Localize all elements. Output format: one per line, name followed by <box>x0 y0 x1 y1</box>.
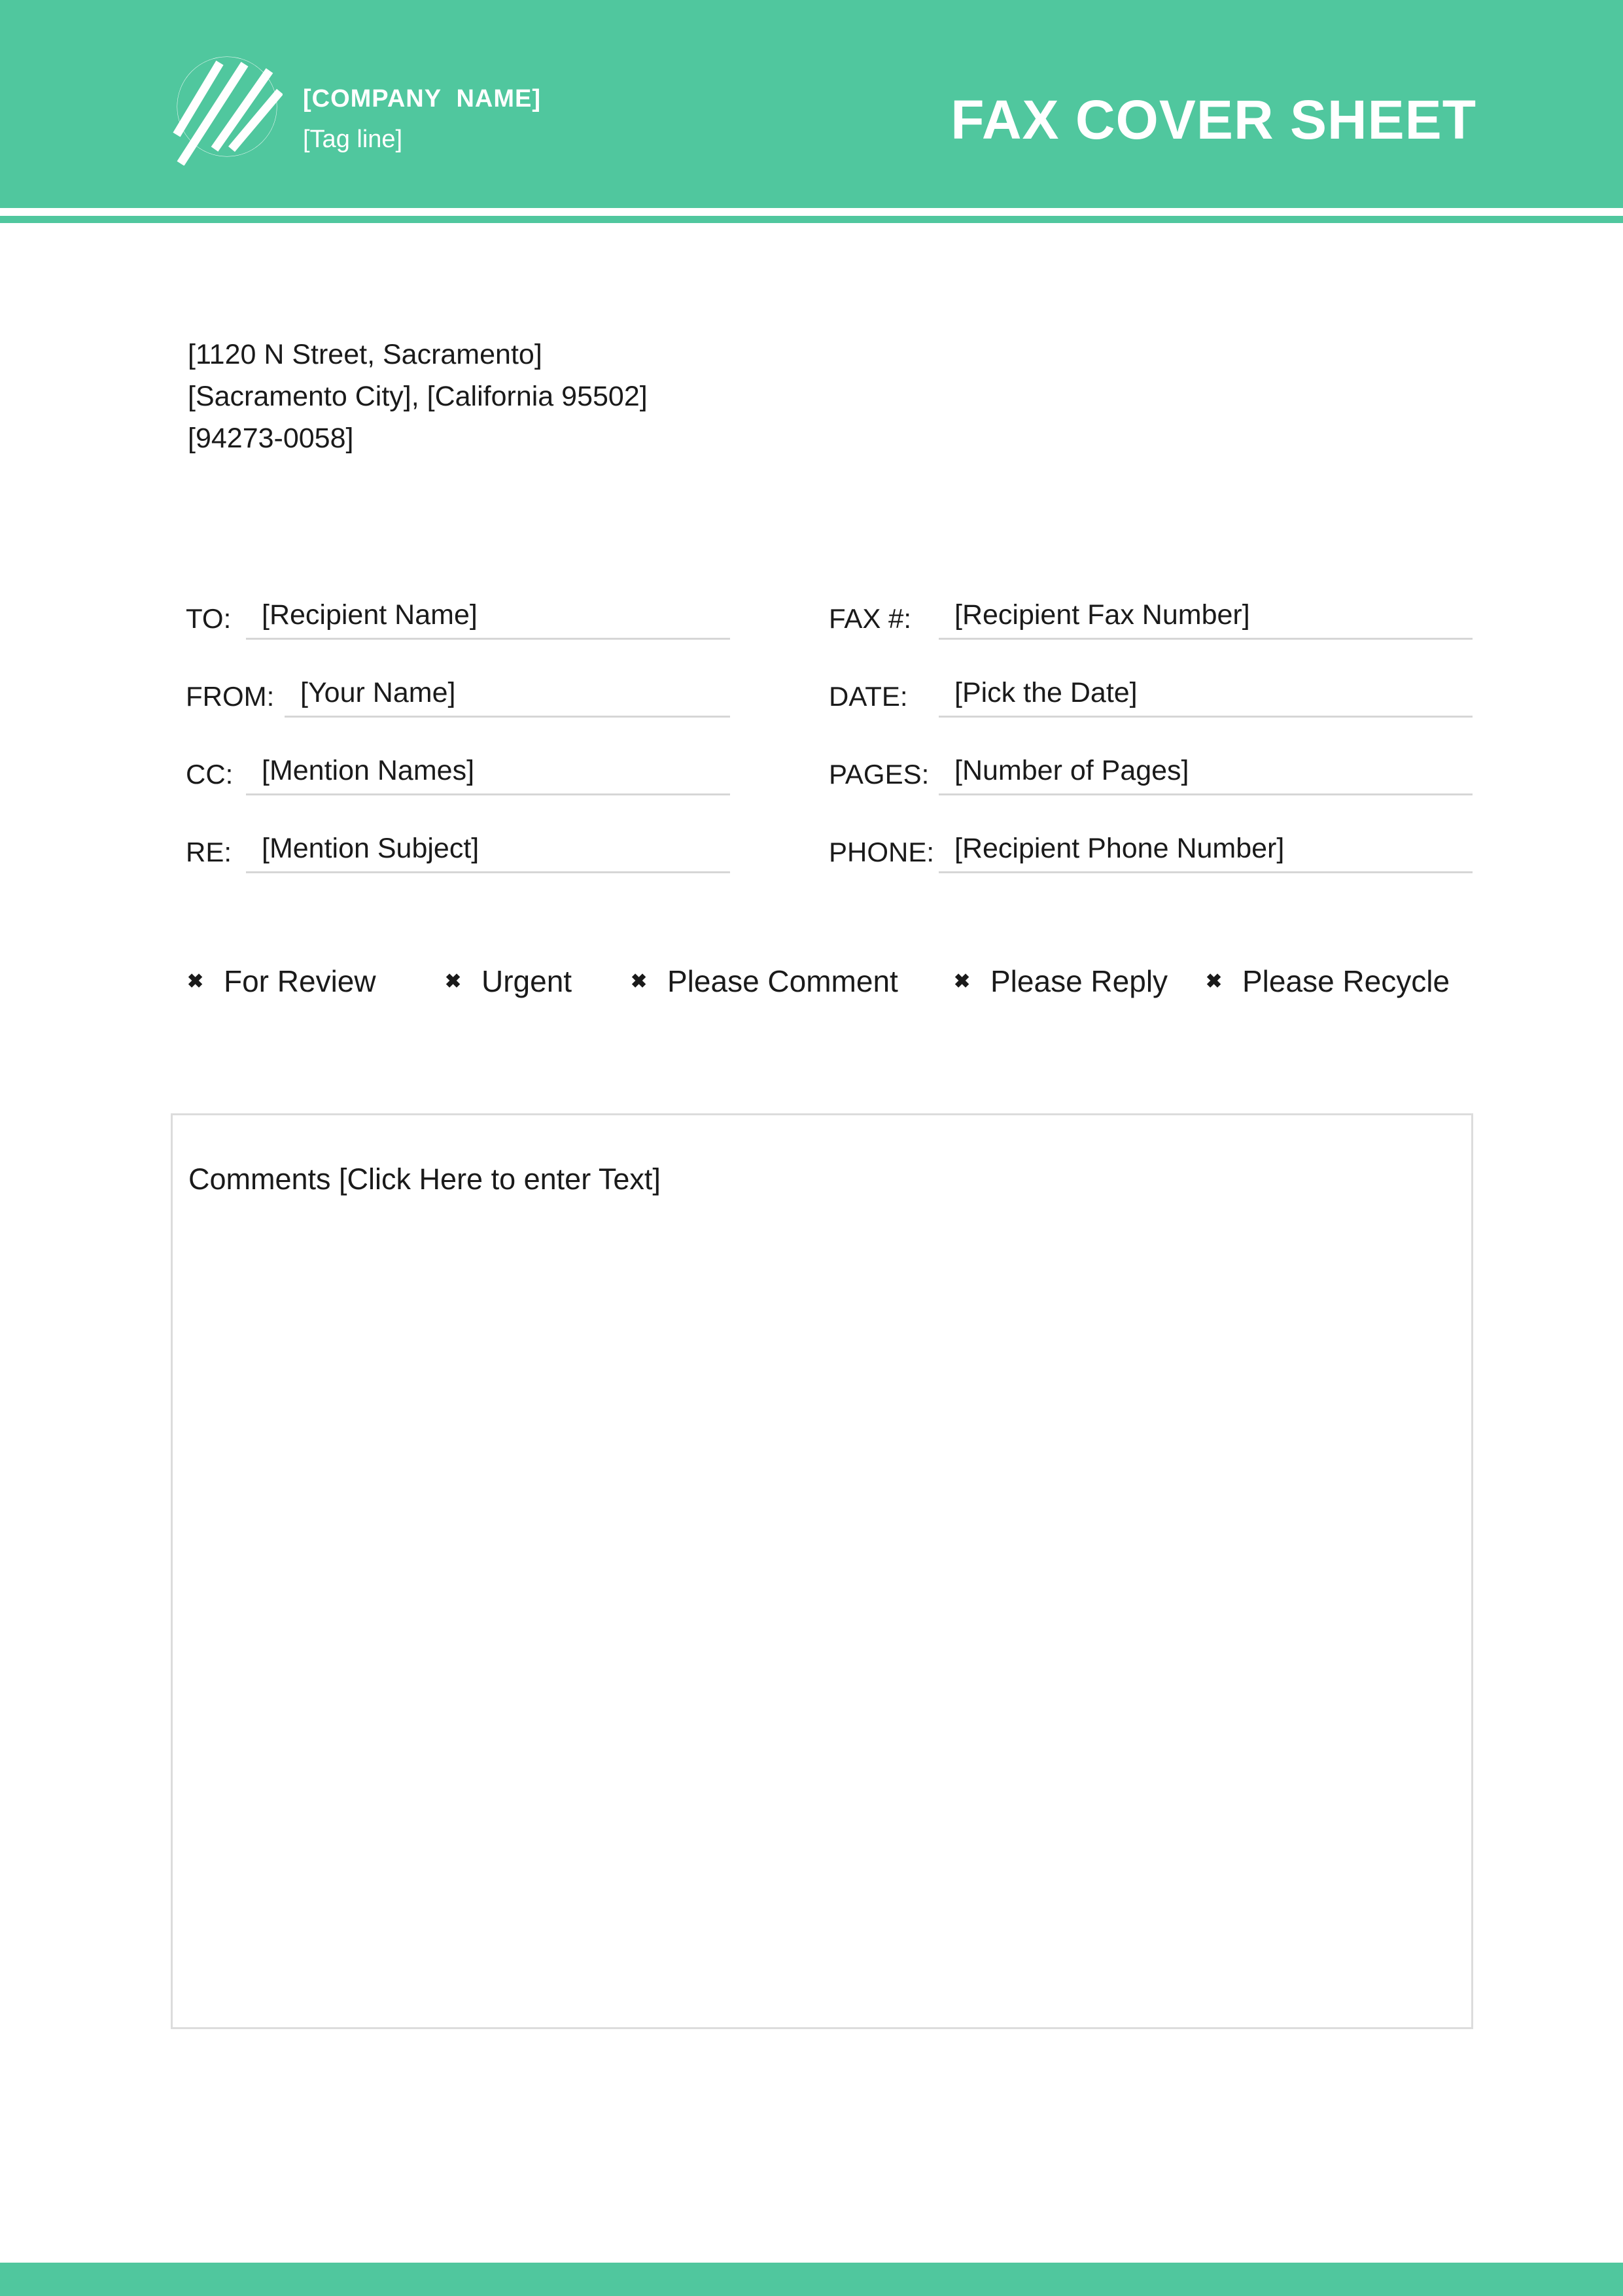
x-mark-icon: ✖ <box>445 970 462 992</box>
fax-label: FAX #: <box>829 603 912 634</box>
re-field[interactable] <box>246 829 730 873</box>
to-label: TO: <box>186 603 232 634</box>
re-label: RE: <box>186 837 232 867</box>
x-mark-icon: ✖ <box>631 970 648 992</box>
cc-label: CC: <box>186 759 234 790</box>
cc-field[interactable] <box>246 751 730 795</box>
checkbox-label: Urgent <box>481 964 572 998</box>
checkbox-for-review[interactable] <box>187 962 376 1001</box>
company-logo-icon <box>171 51 283 165</box>
checkbox-please-recycle[interactable] <box>1206 962 1450 1001</box>
comments-textarea[interactable] <box>171 1113 1473 2029</box>
checkbox-label: Please Recycle <box>1242 964 1450 998</box>
sender-address <box>188 334 648 459</box>
checkbox-label: For Review <box>224 964 376 998</box>
header-band <box>0 0 1623 208</box>
checkbox-label: Please Comment <box>667 964 898 998</box>
to-field[interactable] <box>246 595 730 640</box>
x-mark-icon: ✖ <box>1206 970 1223 992</box>
re-value[interactable]: [Mention Subject] <box>262 833 480 864</box>
fax-field[interactable] <box>939 595 1473 640</box>
header-divider <box>0 216 1623 223</box>
from-value[interactable]: [Your Name] <box>300 677 456 708</box>
from-field[interactable] <box>285 673 730 718</box>
comments-placeholder[interactable]: Comments [Click Here to enter Text] <box>188 1162 661 1196</box>
tagline: [Tag line] <box>303 126 403 153</box>
date-label: DATE: <box>829 681 908 712</box>
phone-value[interactable]: [Recipient Phone Number] <box>954 833 1285 864</box>
phone-label: PHONE: <box>829 837 935 867</box>
footer-band <box>0 2263 1623 2296</box>
checkbox-please-comment[interactable] <box>631 962 898 1001</box>
checkbox-label: Please Reply <box>990 964 1168 998</box>
from-label: FROM: <box>186 681 275 712</box>
date-value[interactable]: [Pick the Date] <box>954 677 1138 708</box>
to-value[interactable]: [Recipient Name] <box>262 599 478 631</box>
address-line-3: [94273-0058] <box>188 423 354 454</box>
company-name: [COMPANY NAME] <box>303 85 542 113</box>
page-title: FAX COVER SHEET <box>951 89 1476 150</box>
fax-value[interactable]: [Recipient Fax Number] <box>954 599 1250 631</box>
x-mark-icon: ✖ <box>954 970 971 992</box>
phone-field[interactable] <box>939 829 1473 873</box>
address-line-1: [1120 N Street, Sacramento] <box>188 339 542 370</box>
pages-field[interactable] <box>939 751 1473 795</box>
pages-value[interactable]: [Number of Pages] <box>954 755 1189 786</box>
pages-label: PAGES: <box>829 759 930 790</box>
checkbox-please-reply[interactable] <box>954 962 1168 1001</box>
address-line-2: [Sacramento City], [California 95502] <box>188 381 648 412</box>
cc-value[interactable]: [Mention Names] <box>262 755 475 786</box>
x-mark-icon: ✖ <box>187 970 204 992</box>
checkbox-urgent[interactable] <box>445 962 572 1001</box>
date-field[interactable] <box>939 673 1473 718</box>
